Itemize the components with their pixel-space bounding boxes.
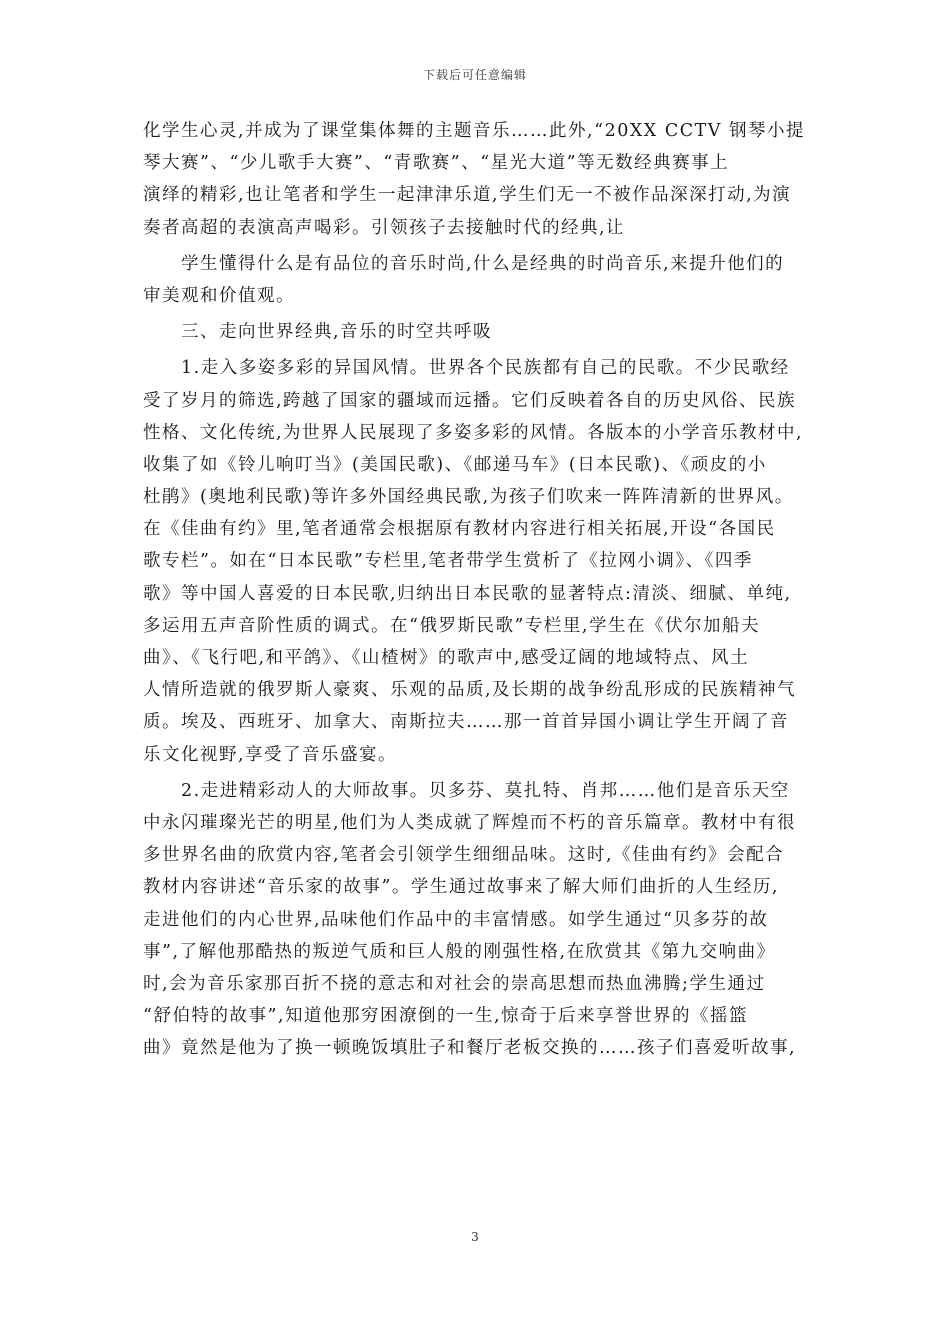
paragraph [143,352,809,770]
paragraph [143,248,809,312]
document-body [143,115,809,1064]
paragraph-line: “舒伯特的故事”,知道他那穷困潦倒的一生,惊奇于后来享誉世界的《摇篮 [143,1006,749,1027]
paragraph-line: 1.走入多姿多彩的异国风情。世界各个民族都有自己的民歌。不少民歌经 [181,358,790,379]
paragraph-line: 受了岁月的筛选,跨越了国家的疆域而远播。它们反映着各自的历史风俗、民族 [143,390,797,411]
paragraph-line: 化学生心灵,并成为了课堂集体舞的主题音乐……此外,“20XX CCTV 钢琴小提 [143,121,805,141]
paragraph-line: 多世界名曲的欣赏内容,笔者会引领学生细细品味。这时,《佳曲有约》会配合 [143,845,785,866]
paragraph-line: 时,会为音乐家那百折不挠的意志和对社会的崇高思想而热血沸腾;学生通过 [143,973,766,994]
paragraph-line: 性格、文化传统,为世界人民展现了多姿多彩的风情。各版本的小学音乐教材中, [143,422,804,443]
paragraph-line: 琴大赛”、“少儿歌手大赛”、“青歌赛”、“星光大道”等无数经典赛事上 [143,153,730,174]
paragraph-line: 教材内容讲述“音乐家的故事”。学生通过故事来了解大师们曲折的人生经历, [143,877,779,898]
paragraph [143,115,809,244]
paragraph-line: 乐文化视野,享受了音乐盛宴。 [143,744,398,765]
paragraph-line: 事”,了解他那酷热的叛逆气质和巨人般的刚强性格,在欣赏其《第九交响曲》 [143,941,776,962]
paragraph-line: 人情所造就的俄罗斯人豪爽、乐观的品质,及长期的战争纷乱形成的民族精神气 [143,680,797,701]
paragraph-line: 质。埃及、西班牙、加拿大、南斯拉夫……那一首首异国小调让学生开阔了音 [143,712,789,733]
paragraph-line: 奏者高超的表演高声喝彩。引领孩子去接触时代的经典,让 [143,217,626,238]
paragraph-line: 走进他们的内心世界,品味他们作品中的丰富情感。如学生通过“贝多芬的故 [143,909,769,930]
paragraph [143,316,809,348]
paragraph-line: 曲》、《飞行吧,和平鸽》、《山楂树》的歌声中,感受辽阔的地域特点、风土 [143,648,750,668]
page-number: 3 [471,1230,479,1244]
paragraph-line: 审美观和价值观。 [143,285,295,306]
paragraph-line: 杜鹃》(奥地利民歌)等许多外国经典民歌,为孩子们吹来一阵阵清新的世界风。 [143,487,794,508]
paragraph-line: 曲》竟然是他为了换一顿晚饭填肚子和餐厅老板交换的……孩子们喜爱听故事, [143,1038,797,1059]
paragraph-line: 学生懂得什么是有品位的音乐时尚,什么是经典的时尚音乐,来提升他们的 [181,253,785,274]
paragraph-line: 中永闪璀璨光芒的明星,他们为人类成就了辉煌而不朽的音乐篇章。教材中有很 [143,812,797,833]
paragraph [143,775,809,1065]
page-header: 下载后可任意编辑 [422,68,527,82]
paragraph-line: 歌》等中国人喜爱的日本民歌,归纳出日本民歌的显著特点:清淡、细腻、单纯, [143,583,792,604]
paragraph-line: 三、走向世界经典,音乐的时空共呼吸 [181,322,493,343]
paragraph-line: 歌专栏”。如在“日本民歌”专栏里,笔者带学生赏析了《拉网小调》、《四季 [143,551,753,572]
paragraph-line: 收集了如《铃儿响叮当》(美国民歌)、《邮递马车》(日本民歌)、《顽皮的小 [143,454,767,475]
paragraph-line: 在《佳曲有约》里,笔者通常会根据原有教材内容进行相关拓展,开设“各国民 [143,519,776,540]
paragraph-line: 多运用五声音阶性质的调式。在“俄罗斯民歌”专栏里,学生在《伏尔加船夫 [143,615,760,636]
paragraph-line: 演绎的精彩,也让笔者和学生一起津津乐道,学生们无一不被作品深深打动,为演 [143,185,792,206]
paragraph-line: 2.走进精彩动人的大师故事。贝多芬、莫扎特、肖邦……他们是音乐天空 [181,780,790,801]
